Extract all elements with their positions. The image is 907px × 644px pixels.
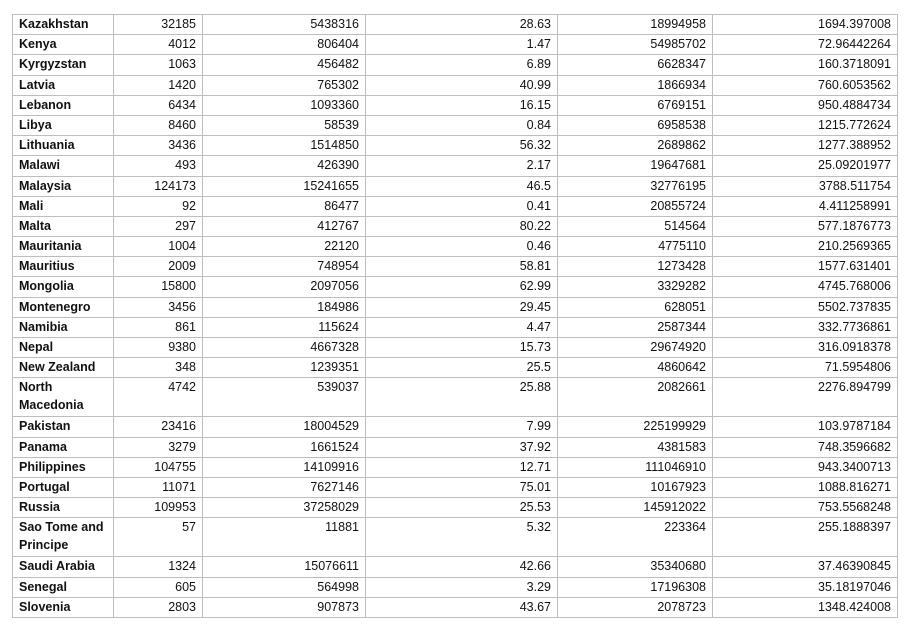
- value-cell-5: 316.0918378: [713, 338, 898, 358]
- country-cell: Philippines: [13, 457, 114, 477]
- value-cell-4: 54985702: [558, 35, 713, 55]
- table-row: [13, 338, 898, 358]
- value-cell-2: 4667328: [203, 338, 366, 358]
- value-cell-5: 1694.397008: [713, 15, 898, 35]
- value-cell-3: 0.41: [366, 196, 558, 216]
- value-cell-4: 3329282: [558, 277, 713, 297]
- value-cell-5: 753.5568248: [713, 498, 898, 518]
- value-cell-1: 2803: [114, 597, 203, 617]
- value-cell-5: 210.2569365: [713, 237, 898, 257]
- value-cell-2: 907873: [203, 597, 366, 617]
- table-row: [13, 136, 898, 156]
- value-cell-1: 9380: [114, 338, 203, 358]
- table-row: [13, 417, 898, 437]
- value-cell-4: 1866934: [558, 75, 713, 95]
- table-row: [13, 237, 898, 257]
- value-cell-3: 7.99: [366, 417, 558, 437]
- value-cell-4: 2587344: [558, 317, 713, 337]
- table-row: [13, 358, 898, 378]
- value-cell-3: 80.22: [366, 216, 558, 236]
- value-cell-5: 4.411258991: [713, 196, 898, 216]
- value-cell-3: 43.67: [366, 597, 558, 617]
- value-cell-3: 46.5: [366, 176, 558, 196]
- value-cell-2: 765302: [203, 75, 366, 95]
- value-cell-2: 748954: [203, 257, 366, 277]
- value-cell-1: 861: [114, 317, 203, 337]
- value-cell-4: 35340680: [558, 557, 713, 577]
- value-cell-4: 223364: [558, 518, 713, 557]
- value-cell-4: 6769151: [558, 95, 713, 115]
- value-cell-2: 11881: [203, 518, 366, 557]
- value-cell-3: 1.47: [366, 35, 558, 55]
- country-cell: Kazakhstan: [13, 15, 114, 35]
- value-cell-2: 15076611: [203, 557, 366, 577]
- value-cell-3: 12.71: [366, 457, 558, 477]
- value-cell-1: 57: [114, 518, 203, 557]
- value-cell-1: 297: [114, 216, 203, 236]
- value-cell-2: 539037: [203, 378, 366, 417]
- country-cell: Malawi: [13, 156, 114, 176]
- value-cell-2: 1661524: [203, 437, 366, 457]
- value-cell-2: 412767: [203, 216, 366, 236]
- value-cell-3: 15.73: [366, 338, 558, 358]
- value-cell-1: 493: [114, 156, 203, 176]
- table-row: [13, 95, 898, 115]
- value-cell-4: 145912022: [558, 498, 713, 518]
- value-cell-3: 58.81: [366, 257, 558, 277]
- country-cell: Malta: [13, 216, 114, 236]
- table-row: [13, 557, 898, 577]
- country-cell: Malaysia: [13, 176, 114, 196]
- country-cell: Saudi Arabia: [13, 557, 114, 577]
- value-cell-4: 2689862: [558, 136, 713, 156]
- country-cell: Lebanon: [13, 95, 114, 115]
- country-cell: New Zealand: [13, 358, 114, 378]
- value-cell-1: 348: [114, 358, 203, 378]
- value-cell-3: 25.53: [366, 498, 558, 518]
- value-cell-3: 0.46: [366, 237, 558, 257]
- value-cell-2: 115624: [203, 317, 366, 337]
- value-cell-1: 15800: [114, 277, 203, 297]
- value-cell-5: 72.96442264: [713, 35, 898, 55]
- value-cell-5: 71.5954806: [713, 358, 898, 378]
- value-cell-4: 18994958: [558, 15, 713, 35]
- value-cell-1: 6434: [114, 95, 203, 115]
- country-cell: Libya: [13, 115, 114, 135]
- value-cell-5: 577.1876773: [713, 216, 898, 236]
- table-body: [13, 15, 898, 618]
- country-cell: Pakistan: [13, 417, 114, 437]
- value-cell-1: 109953: [114, 498, 203, 518]
- value-cell-2: 22120: [203, 237, 366, 257]
- value-cell-3: 29.45: [366, 297, 558, 317]
- value-cell-3: 42.66: [366, 557, 558, 577]
- country-cell: Panama: [13, 437, 114, 457]
- value-cell-5: 5502.737835: [713, 297, 898, 317]
- value-cell-4: 628051: [558, 297, 713, 317]
- table-row: [13, 518, 898, 557]
- table-row: [13, 196, 898, 216]
- value-cell-4: 4381583: [558, 437, 713, 457]
- value-cell-2: 426390: [203, 156, 366, 176]
- value-cell-1: 124173: [114, 176, 203, 196]
- value-cell-2: 806404: [203, 35, 366, 55]
- value-cell-2: 18004529: [203, 417, 366, 437]
- value-cell-5: 1577.631401: [713, 257, 898, 277]
- table-row: [13, 35, 898, 55]
- value-cell-1: 104755: [114, 457, 203, 477]
- value-cell-5: 943.3400713: [713, 457, 898, 477]
- table-row: [13, 277, 898, 297]
- country-cell: Slovenia: [13, 597, 114, 617]
- value-cell-4: 2078723: [558, 597, 713, 617]
- value-cell-5: 748.3596682: [713, 437, 898, 457]
- value-cell-4: 32776195: [558, 176, 713, 196]
- value-cell-3: 25.5: [366, 358, 558, 378]
- country-cell: Nepal: [13, 338, 114, 358]
- table-row: [13, 577, 898, 597]
- value-cell-3: 28.63: [366, 15, 558, 35]
- value-cell-5: 1277.388952: [713, 136, 898, 156]
- value-cell-5: 1348.424008: [713, 597, 898, 617]
- value-cell-5: 103.9787184: [713, 417, 898, 437]
- value-cell-5: 25.09201977: [713, 156, 898, 176]
- country-cell: Portugal: [13, 477, 114, 497]
- value-cell-3: 37.92: [366, 437, 558, 457]
- table-row: [13, 457, 898, 477]
- value-cell-1: 2009: [114, 257, 203, 277]
- country-cell: Senegal: [13, 577, 114, 597]
- country-cell: Latvia: [13, 75, 114, 95]
- table-row: [13, 176, 898, 196]
- value-cell-1: 32185: [114, 15, 203, 35]
- value-cell-5: 760.6053562: [713, 75, 898, 95]
- table-row: [13, 257, 898, 277]
- value-cell-1: 23416: [114, 417, 203, 437]
- value-cell-3: 5.32: [366, 518, 558, 557]
- table-row: [13, 297, 898, 317]
- value-cell-4: 29674920: [558, 338, 713, 358]
- value-cell-1: 4012: [114, 35, 203, 55]
- value-cell-5: 1088.816271: [713, 477, 898, 497]
- country-cell: Montenegro: [13, 297, 114, 317]
- value-cell-2: 14109916: [203, 457, 366, 477]
- value-cell-1: 3279: [114, 437, 203, 457]
- value-cell-2: 15241655: [203, 176, 366, 196]
- data-table: [12, 14, 898, 618]
- value-cell-5: 37.46390845: [713, 557, 898, 577]
- table-row: [13, 597, 898, 617]
- value-cell-4: 2082661: [558, 378, 713, 417]
- value-cell-2: 564998: [203, 577, 366, 597]
- country-cell: Mali: [13, 196, 114, 216]
- value-cell-2: 37258029: [203, 498, 366, 518]
- table-row: [13, 477, 898, 497]
- value-cell-4: 1273428: [558, 257, 713, 277]
- country-cell: Mauritius: [13, 257, 114, 277]
- value-cell-5: 4745.768006: [713, 277, 898, 297]
- value-cell-4: 10167923: [558, 477, 713, 497]
- table-row: [13, 75, 898, 95]
- country-cell: Sao Tome and Principe: [13, 518, 114, 557]
- table-row: [13, 317, 898, 337]
- value-cell-1: 1063: [114, 55, 203, 75]
- value-cell-2: 2097056: [203, 277, 366, 297]
- value-cell-4: 19647681: [558, 156, 713, 176]
- table-row: [13, 115, 898, 135]
- value-cell-2: 1093360: [203, 95, 366, 115]
- country-cell: Russia: [13, 498, 114, 518]
- value-cell-4: 6958538: [558, 115, 713, 135]
- value-cell-4: 225199929: [558, 417, 713, 437]
- value-cell-2: 1239351: [203, 358, 366, 378]
- value-cell-4: 4860642: [558, 358, 713, 378]
- value-cell-1: 92: [114, 196, 203, 216]
- value-cell-3: 75.01: [366, 477, 558, 497]
- value-cell-2: 7627146: [203, 477, 366, 497]
- value-cell-4: 514564: [558, 216, 713, 236]
- value-cell-2: 5438316: [203, 15, 366, 35]
- table-row: [13, 216, 898, 236]
- value-cell-1: 4742: [114, 378, 203, 417]
- value-cell-5: 35.18197046: [713, 577, 898, 597]
- value-cell-1: 1420: [114, 75, 203, 95]
- table-row: [13, 437, 898, 457]
- value-cell-2: 1514850: [203, 136, 366, 156]
- value-cell-3: 3.29: [366, 577, 558, 597]
- table-row: [13, 55, 898, 75]
- value-cell-4: 17196308: [558, 577, 713, 597]
- value-cell-4: 6628347: [558, 55, 713, 75]
- value-cell-1: 8460: [114, 115, 203, 135]
- value-cell-4: 4775110: [558, 237, 713, 257]
- table-row: [13, 15, 898, 35]
- value-cell-4: 20855724: [558, 196, 713, 216]
- table-row: [13, 156, 898, 176]
- value-cell-1: 11071: [114, 477, 203, 497]
- value-cell-2: 456482: [203, 55, 366, 75]
- value-cell-5: 160.3718091: [713, 55, 898, 75]
- country-cell: North Macedonia: [13, 378, 114, 417]
- value-cell-4: 111046910: [558, 457, 713, 477]
- value-cell-3: 40.99: [366, 75, 558, 95]
- value-cell-1: 3436: [114, 136, 203, 156]
- country-cell: Kenya: [13, 35, 114, 55]
- value-cell-3: 62.99: [366, 277, 558, 297]
- country-cell: Namibia: [13, 317, 114, 337]
- country-cell: Kyrgyzstan: [13, 55, 114, 75]
- value-cell-5: 2276.894799: [713, 378, 898, 417]
- value-cell-5: 332.7736861: [713, 317, 898, 337]
- table-row: [13, 378, 898, 417]
- value-cell-2: 86477: [203, 196, 366, 216]
- value-cell-1: 1004: [114, 237, 203, 257]
- value-cell-3: 25.88: [366, 378, 558, 417]
- country-cell: Mauritania: [13, 237, 114, 257]
- value-cell-1: 1324: [114, 557, 203, 577]
- value-cell-2: 58539: [203, 115, 366, 135]
- value-cell-5: 1215.772624: [713, 115, 898, 135]
- country-cell: Mongolia: [13, 277, 114, 297]
- country-cell: Lithuania: [13, 136, 114, 156]
- value-cell-3: 16.15: [366, 95, 558, 115]
- value-cell-1: 3456: [114, 297, 203, 317]
- value-cell-5: 3788.511754: [713, 176, 898, 196]
- value-cell-3: 4.47: [366, 317, 558, 337]
- value-cell-3: 6.89: [366, 55, 558, 75]
- value-cell-5: 255.1888397: [713, 518, 898, 557]
- value-cell-5: 950.4884734: [713, 95, 898, 115]
- value-cell-3: 56.32: [366, 136, 558, 156]
- table-row: [13, 498, 898, 518]
- value-cell-1: 605: [114, 577, 203, 597]
- value-cell-3: 2.17: [366, 156, 558, 176]
- value-cell-2: 184986: [203, 297, 366, 317]
- value-cell-3: 0.84: [366, 115, 558, 135]
